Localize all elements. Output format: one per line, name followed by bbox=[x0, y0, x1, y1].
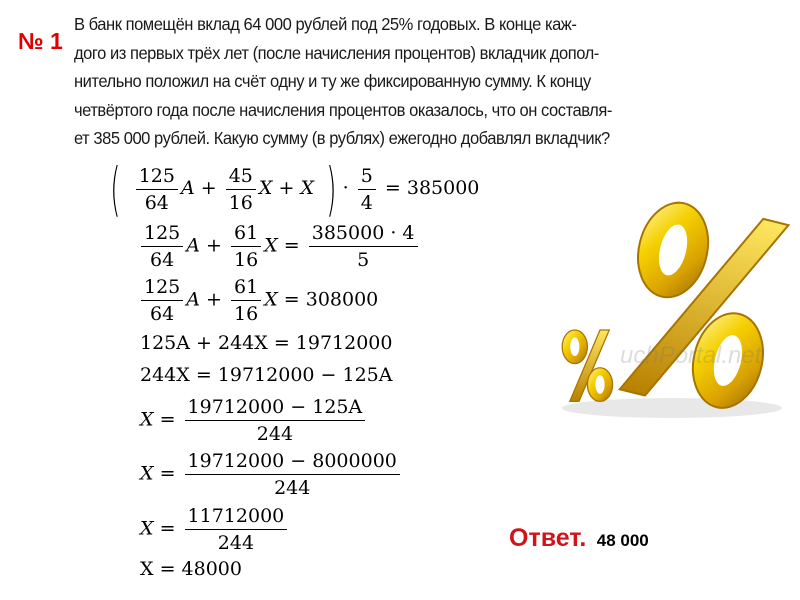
left-paren: ( bbox=[110, 155, 121, 223]
equation-7: X = $\frac{19712000 - 8000000}{244}$ bbox=[140, 450, 403, 499]
fraction: $\frac{125}{64}$ bbox=[141, 222, 183, 271]
equation-3: $\frac{125}{64}$ A + $\frac{61}{16}$ X = 308000 bbox=[138, 276, 378, 325]
fraction: $\frac{125}{64}$ bbox=[136, 165, 178, 214]
problem-line: нительно положил на счёт одну и ту же фиксированную сумму. К концу bbox=[74, 71, 591, 91]
equation-2: $\frac{125}{64}$ A + $\frac{61}{16}$ X = $\frac{385000 \cdot 4}{5}$ bbox=[138, 222, 421, 271]
equation-9: X = 48000 bbox=[140, 558, 242, 580]
problem-statement bbox=[74, 10, 649, 153]
problem-line: дого из первых трёх лет (после начисления процентов) вкладчик допол- bbox=[74, 42, 599, 63]
equation-5: 244X = 19712000 − 125A bbox=[140, 364, 393, 386]
equation-1: ( $\frac{125}{64}$ A + $\frac{45}{16}$ X + X ) · $\frac{5}{4}$ = 385000 bbox=[110, 155, 480, 223]
var-a: A bbox=[180, 177, 195, 199]
problem-line: четвёртого года после начисления процентов оказалось, что он составля- bbox=[74, 99, 612, 120]
answer-value: 48 000 bbox=[596, 531, 649, 550]
equation-6: X = $\frac{19712000 - 125A}{244}$ bbox=[140, 396, 368, 445]
fraction: $\frac{19712000 - 8000000}{244}$ bbox=[185, 450, 400, 499]
problem-line: В банк помещён вклад 64 000 рублей под 25% годовых. В конце каж- bbox=[74, 14, 577, 34]
right-paren: ) bbox=[326, 155, 337, 223]
problem-number: № 1 bbox=[18, 28, 63, 54]
watermark: uchPortal.net bbox=[620, 342, 762, 369]
answer bbox=[509, 524, 649, 553]
equation-8: X = $\frac{11712000}{244}$ bbox=[140, 505, 290, 554]
fraction: $\frac{61}{16}$ bbox=[231, 276, 261, 325]
fraction: $\frac{45}{16}$ bbox=[226, 165, 256, 214]
answer-label: Ответ. bbox=[509, 524, 587, 552]
fraction: $\frac{385000 \cdot 4}{5}$ bbox=[309, 222, 418, 271]
gold-percent-sign-icon bbox=[552, 190, 790, 430]
fraction: $\frac{5}{4}$ bbox=[358, 165, 376, 214]
var-x: X bbox=[300, 177, 314, 199]
var-x: X bbox=[258, 177, 273, 199]
problem-line: ет 385 000 рублей. Какую сумму (в рублях) ежегодно добавлял вкладчик? bbox=[74, 128, 610, 148]
fraction: $\frac{11712000}{244}$ bbox=[185, 505, 288, 554]
fraction: $\frac{19712000 - 125A}{244}$ bbox=[185, 396, 366, 445]
equation-4: 125A + 244X = 19712000 bbox=[140, 332, 393, 354]
fraction: $\frac{61}{16}$ bbox=[231, 222, 261, 271]
fraction: $\frac{125}{64}$ bbox=[141, 276, 183, 325]
